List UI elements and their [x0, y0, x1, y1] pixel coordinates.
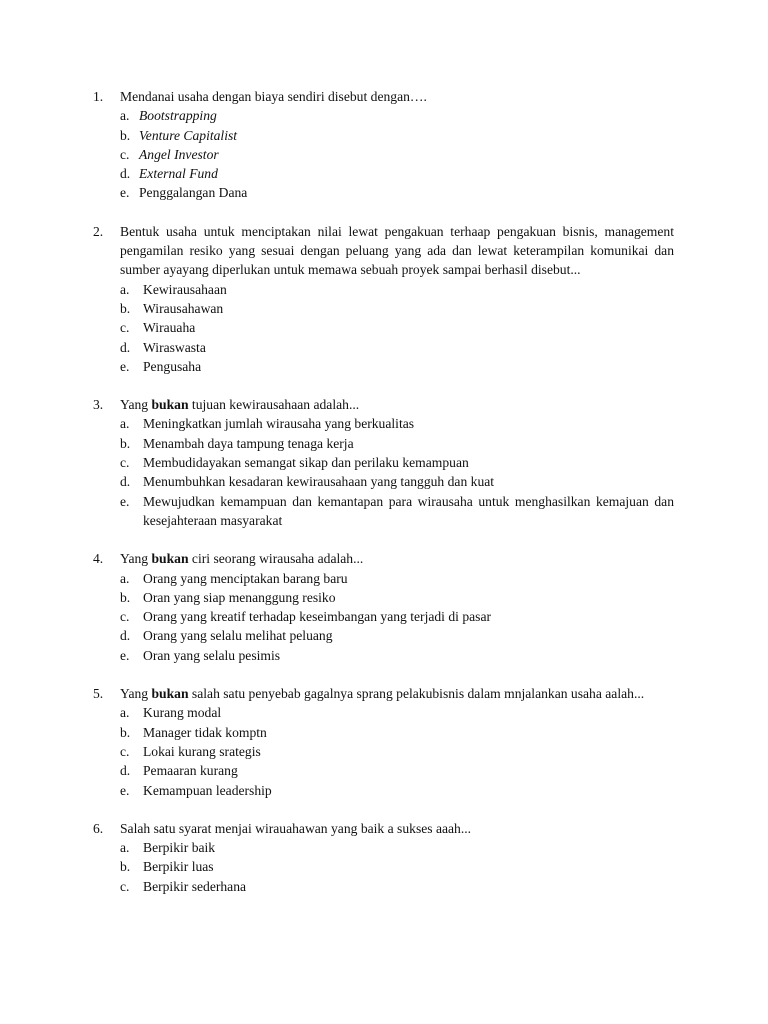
option-list	[93, 838, 674, 896]
question-number: 3.	[93, 397, 104, 413]
option-e	[120, 492, 674, 531]
option-text: Membudidayakan semangat sikap dan perilaku kemampuan	[143, 455, 469, 471]
option-c	[120, 607, 674, 626]
option-letter: b.	[120, 300, 131, 316]
question-number: 1.	[93, 89, 104, 104]
option-text: External Fund	[139, 166, 218, 182]
option-a	[120, 569, 674, 588]
option-list	[93, 106, 674, 202]
option-letter: d.	[120, 166, 131, 182]
option-text: Penggalangan Dana	[139, 185, 248, 201]
question-2	[93, 222, 674, 376]
option-e	[120, 781, 674, 800]
option-c	[120, 877, 674, 896]
option-text: Mewujudkan kemampuan dan kemantapan para wirausaha untuk menghasilkan kemajuan dan kesejahteraan masyarakat	[143, 493, 674, 528]
option-letter: c.	[120, 878, 130, 894]
option-letter: a.	[120, 416, 130, 432]
option-list	[93, 280, 674, 376]
option-e	[120, 646, 674, 665]
option-b	[120, 126, 674, 145]
question-5	[93, 684, 674, 800]
question-1	[93, 87, 674, 203]
option-letter: a.	[120, 108, 130, 124]
option-a	[120, 838, 674, 857]
option-letter: e.	[120, 358, 130, 374]
option-letter: b.	[120, 724, 131, 740]
option-c	[120, 145, 674, 164]
option-b	[120, 723, 674, 742]
option-text: Oran yang selalu pesimis	[143, 647, 281, 663]
option-a	[120, 106, 674, 125]
option-text: Kurang modal	[143, 705, 222, 721]
option-d	[120, 164, 674, 183]
question-text	[120, 684, 674, 703]
option-letter: c.	[120, 609, 130, 625]
option-text: Berpikir luas	[143, 859, 214, 875]
option-text: Kemampuan leadership	[143, 782, 272, 798]
option-letter: b.	[120, 127, 131, 143]
option-letter: d.	[120, 474, 131, 490]
option-text: Oran yang siap menanggung resiko	[143, 589, 336, 605]
option-letter: b.	[120, 859, 131, 875]
question-text	[120, 395, 674, 414]
option-text: Pemaaran kurang	[143, 763, 238, 779]
question-text-suffix: tujuan kewirausahaan adalah...	[188, 397, 360, 413]
option-d	[120, 761, 674, 780]
option-letter: a.	[120, 570, 130, 586]
question-text: Bentuk usaha untuk menciptakan nilai lewat pengakuan terhaap pengakuan bisnis, management pengamilan resiko yang sesuai dengan peluang yang ada dan lewat keterampilan komunikai dan sumber ayayang diperlukan untuk memawa sebuah proyek sampai berhasil disebut...	[120, 223, 674, 278]
question-text-prefix: Yang	[120, 397, 152, 413]
option-b	[120, 434, 674, 453]
option-letter: e.	[120, 493, 130, 509]
option-text: Orang yang kreatif terhadap keseimbangan yang terjadi di pasar	[143, 609, 492, 625]
option-letter: d.	[120, 763, 131, 779]
option-text: Wiraswasta	[143, 339, 206, 355]
option-d	[120, 626, 674, 645]
option-a	[120, 703, 674, 722]
question-number: 4.	[93, 551, 104, 567]
option-c	[120, 742, 674, 761]
option-text: Lokai kurang srategis	[143, 743, 261, 759]
question-text-suffix: salah satu penyebab gagalnya sprang pelakubisnis dalam mnjalankan usaha aalah...	[188, 686, 645, 702]
option-text: Manager tidak komptn	[143, 724, 267, 740]
option-text: Berpikir baik	[143, 840, 216, 856]
question-text-prefix: Yang	[120, 551, 152, 567]
option-letter: c.	[120, 455, 130, 471]
option-text: Wirauaha	[143, 320, 196, 336]
option-d	[120, 472, 674, 491]
option-text: Menambah daya tampung tenaga kerja	[143, 435, 354, 451]
question-number: 6.	[93, 820, 104, 836]
option-e	[120, 183, 674, 202]
option-list	[93, 569, 674, 665]
option-letter: b.	[120, 589, 131, 605]
question-text	[120, 549, 674, 568]
option-text: Orang yang selalu melihat peluang	[143, 628, 333, 644]
option-letter: a.	[120, 705, 130, 721]
option-text: Pengusaha	[143, 358, 202, 374]
question-text-suffix: ciri seorang wirausaha adalah...	[188, 551, 364, 567]
option-letter: c.	[120, 320, 130, 336]
option-letter: d.	[120, 339, 131, 355]
option-text: Meningkatkan jumlah wirausaha yang berkualitas	[143, 416, 415, 432]
option-text: Angel Investor	[139, 146, 219, 162]
question-number: 2.	[93, 223, 104, 239]
question-text-emphasis: bukan	[151, 551, 189, 567]
option-list	[93, 414, 674, 530]
option-text: Berpikir sederhana	[143, 878, 247, 894]
option-letter: c.	[120, 743, 130, 759]
question-text-emphasis: bukan	[151, 397, 189, 413]
option-letter: c.	[120, 146, 130, 162]
option-text: Wirausahawan	[143, 300, 224, 316]
option-letter: e.	[120, 185, 130, 201]
question-text: Mendanai usaha dengan biaya sendiri disebut dengan….	[120, 89, 427, 104]
option-text: Bootstrapping	[139, 108, 217, 124]
option-a	[120, 414, 674, 433]
question-number: 5.	[93, 686, 104, 702]
option-b	[120, 299, 674, 318]
option-b	[120, 588, 674, 607]
option-a	[120, 280, 674, 299]
option-c	[120, 453, 674, 472]
question-6	[93, 819, 674, 896]
option-letter: b.	[120, 435, 131, 451]
option-text: Venture Capitalist	[139, 127, 238, 143]
option-text: Kewirausahaan	[143, 281, 227, 297]
question-4	[93, 549, 674, 665]
option-d	[120, 338, 674, 357]
option-e	[120, 357, 674, 376]
option-b	[120, 857, 674, 876]
option-letter: a.	[120, 840, 130, 856]
option-letter: e.	[120, 782, 130, 798]
option-letter: d.	[120, 628, 131, 644]
question-text: Salah satu syarat menjai wirauahawan yang baik a sukses aaah...	[120, 820, 472, 836]
option-text: Orang yang menciptakan barang baru	[143, 570, 348, 586]
question-text-prefix: Yang	[120, 686, 152, 702]
option-letter: a.	[120, 281, 130, 297]
option-list	[93, 703, 674, 799]
option-letter: e.	[120, 647, 130, 663]
question-3	[93, 395, 674, 530]
option-c	[120, 318, 674, 337]
option-text: Menumbuhkan kesadaran kewirausahaan yang tangguh dan kuat	[143, 474, 495, 490]
question-text-emphasis: bukan	[151, 686, 189, 702]
